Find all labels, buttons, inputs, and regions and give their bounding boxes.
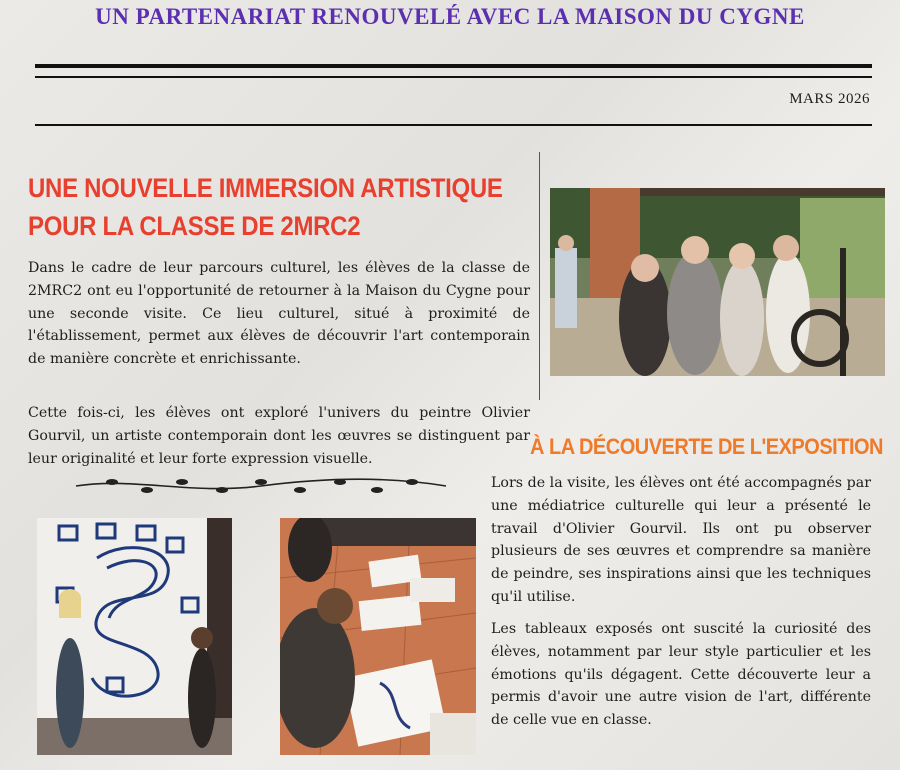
top-rule-thick	[35, 64, 872, 68]
article-paragraph-2: Cette fois-ci, les élèves ont exploré l'univers du peintre Olivier Gourvil, un artiste contemporain dont les œuvres se distinguent par leur originalité et leur forte expression visuelle.	[28, 405, 530, 467]
photo-students-outdoors	[550, 188, 885, 376]
section-paragraph-1: Lors de la visite, les élèves ont été accompagnés par une médiatrice culturelle qui leur a présenté le travail d'Olivier Gourvil. Ils ont pu observer plusieurs de ses œuvres et comprendre sa manière de peindre, ses inspirations ainsi que les techniques qu'il utilise.	[491, 475, 871, 605]
vine-divider-ornament	[72, 473, 450, 499]
section-paragraph-2: Les tableaux exposés ont suscité la curiosité des élèves, notamment par leur style particulier et les émotions qu'ils dégagent. Cette découverte leur a permis d'avoir une autre vision de l'art, différente de celle vue en classe.	[491, 621, 871, 729]
date-rule	[35, 124, 872, 126]
article-paragraph-1: Dans le cadre de leur parcours culturel, les élèves de la classe de 2MRC2 ont eu l'opportunité de retourner à la Maison du Cygne pour une seconde visite. Ce lieu culturel, situé à proximité de l'établissement, permet aux élèves de découvrir l'art contemporain de manière concrète et enrichissante.	[28, 260, 530, 368]
photo-mediator-artwork	[37, 518, 232, 755]
photo-students-drawing	[280, 518, 476, 755]
top-rule-thin	[35, 76, 872, 78]
section-heading: À LA DÉCOUVERTE DE L'EXPOSITION	[530, 435, 883, 460]
article-heading: UNE NOUVELLE IMMERSION ARTISTIQUE POUR LA CLASSE DE 2MRC2	[28, 173, 503, 242]
column-divider	[539, 152, 540, 400]
issue-date: MARS 2026	[789, 91, 870, 107]
newsletter-title: UN PARTENARIAT RENOUVELÉ AVEC LA MAISON DU CYGNE	[95, 4, 805, 29]
